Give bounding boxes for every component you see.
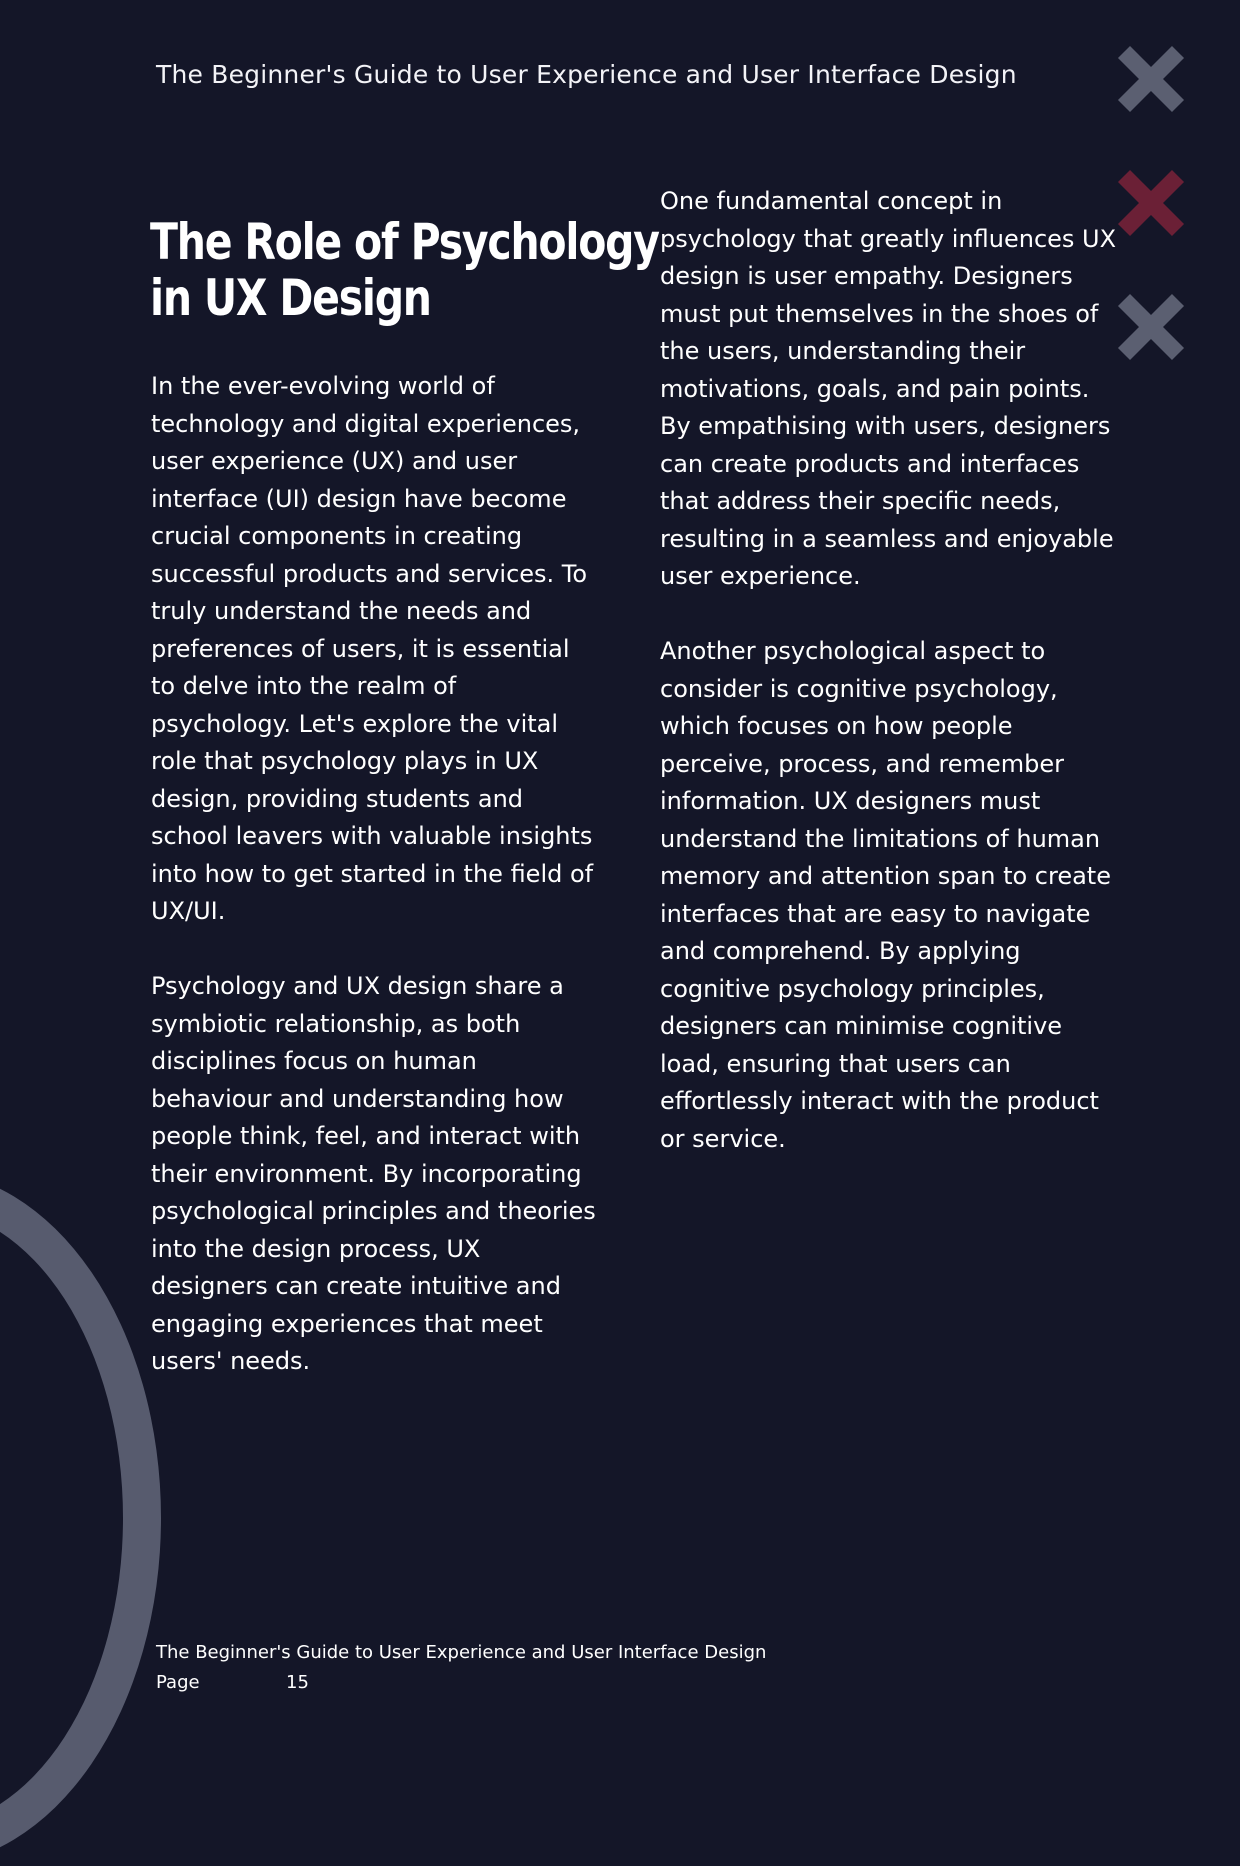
page-number: 15 xyxy=(286,1672,309,1693)
x-mark-icon xyxy=(1116,44,1186,114)
paragraph: In the ever-evolving world of technology and digital experiences, user experience (UX) and user interface (UI) design have become crucial components in creating successful products and services. To truly understand the needs and preferences of users, it is essential to delve into the realm of psychology. Let's explore the vital role that psychology plays in UX design, providing students and school leavers with valuable insights into how to get started in the field of UX/UI. xyxy=(151,372,594,925)
page-title-line-1: The Role of Psychology xyxy=(150,213,659,271)
right-column xyxy=(660,183,1120,1196)
page-label: Page xyxy=(156,1672,200,1693)
page-title xyxy=(150,213,659,327)
header-title: The Beginner's Guide to User Experience and User Interface Design xyxy=(156,60,1017,89)
paragraph: Psychology and UX design share a symbiotic relationship, as both disciplines focus on human behaviour and understanding how people think, feel, and interact with their environment. By incorporating psychological principles and theories into the design process, UX designers can create intuitive and engaging experiences that meet users' needs. xyxy=(151,972,596,1375)
x-mark-icon xyxy=(1116,168,1186,238)
left-column xyxy=(151,368,601,1418)
paragraph: One fundamental concept in psychology that greatly influences UX design is user empathy. Designers must put themselves in the shoes of the users, understanding their motivations, goals, and pain points. By empathising with users, designers can create products and interfaces that address their specific needs, resulting in a seamless and enjoyable user experience. xyxy=(660,187,1117,590)
x-mark-icon xyxy=(1116,292,1186,362)
footer-title: The Beginner's Guide to User Experience and User Interface Design xyxy=(156,1642,767,1663)
page-number-row xyxy=(156,1668,766,1698)
page-title-line-2: in UX Design xyxy=(150,269,431,327)
decorative-ring xyxy=(0,1170,161,1866)
footer xyxy=(156,1638,766,1698)
paragraph: Another psychological aspect to consider is cognitive psychology, which focuses on how people perceive, process, and remember information. UX designers must understand the limitations of human memory and attention span to create interfaces that are easy to navigate and comprehend. By applying cognitive psychology principles, designers can minimise cognitive load, ensuring that users can effortlessly interact with the product or service. xyxy=(660,637,1111,1153)
